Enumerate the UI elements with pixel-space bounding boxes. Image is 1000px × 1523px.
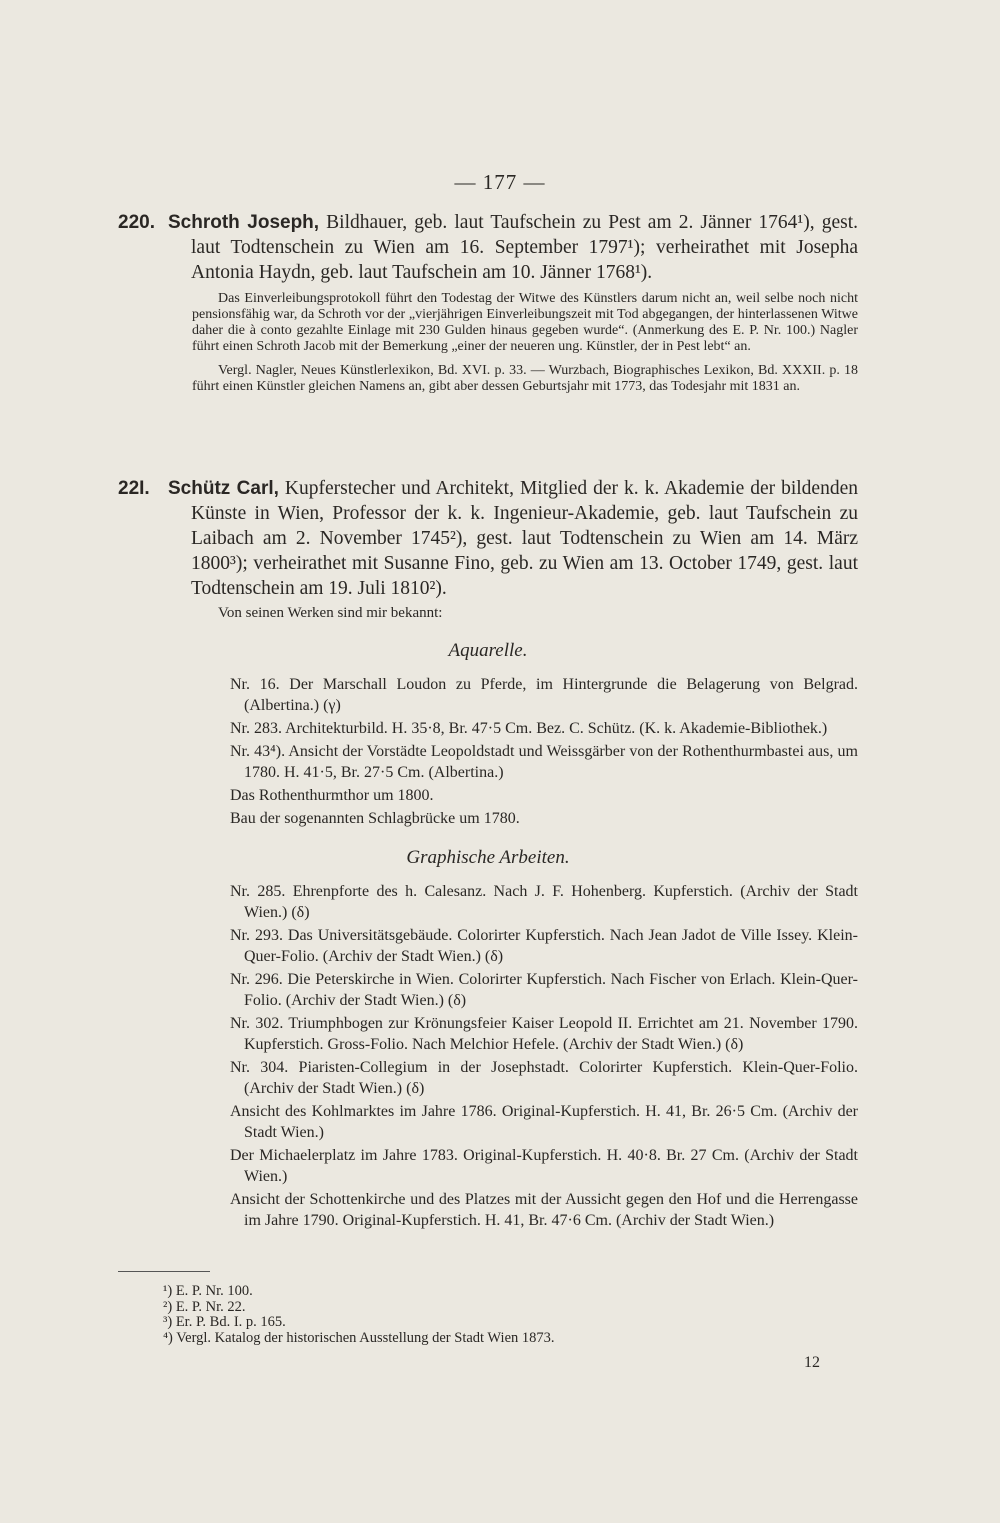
footnote-text: E. P. Nr. 22. [175, 1298, 246, 1315]
entry-220-text: Bildhauer, geb. laut Taufschein zu Pest am 2. Jänner 1764¹), gest. laut Todtenschein zu Wien am 16. September 1797¹); verheirathet mit Josepha Antonia Haydn, geb. laut Taufschein am 10. Jänner 1768¹). [191, 212, 858, 283]
footnote-mark: ¹) [163, 1283, 173, 1299]
list-item: Nr. 43⁴). Ansicht der Vorstädte Leopoldstadt und Weissgärber von der Rothenthurmbastei aus, um 1780. H. 41·5, Br. 27·5 Cm. (Albertina.) [230, 743, 858, 781]
aquarelle-list [230, 674, 858, 829]
section-title-graphische: Graphische Arbeiten. [406, 847, 570, 868]
entry-220-name: Schroth Joseph, [168, 212, 320, 233]
list-item: Das Rothenthurmthor um 1800. [230, 787, 434, 804]
list-item: Nr. 296. Die Peterskirche in Wien. Colorirter Kupferstich. Nach Fischer von Erlach. Klein-Quer-Folio. (Archiv der Stadt Wien.) (δ) [230, 971, 858, 1009]
entry-221-number: 22I. [118, 478, 150, 499]
works-intro: Von seinen Werken sind mir bekannt: [218, 605, 443, 621]
footnote-mark: ⁴) [163, 1329, 173, 1346]
list-item: Bau der sogenannten Schlagbrücke um 1780. [230, 810, 520, 827]
entry-221-name: Schütz Carl, [168, 478, 279, 499]
list-item: Nr. 16. Der Marschall Loudon zu Pferde, im Hintergrunde die Belagerung von Belgrad. (Albertina.) (γ) [230, 676, 858, 714]
list-item: Der Michaelerplatz im Jahre 1783. Original-Kupferstich. H. 40·8. Br. 27 Cm. (Archiv der Stadt Wien.) [230, 1147, 858, 1185]
footnote-1 [163, 1284, 555, 1300]
footnote-2 [163, 1300, 555, 1316]
entry-220-notes [192, 291, 858, 395]
entry-220-number: 220. [118, 212, 155, 233]
entry-220-main [118, 210, 858, 285]
footnote-divider [118, 1271, 210, 1272]
list-item: Nr. 285. Ehrenpforte des h. Calesanz. Nach J. F. Hohenberg. Kupferstich. (Archiv der Stadt Wien.) (δ) [230, 883, 858, 921]
footnote-mark: ²) [163, 1298, 173, 1315]
list-item: Nr. 302. Triumphbogen zur Krönungsfeier Kaiser Leopold II. Errichtet am 21. November 1790. Kupferstich. Gross-Folio. Nach Melchior Hefele. (Archiv der Stadt Wien.) (δ) [230, 1015, 858, 1053]
section-title-aquarelle: Aquarelle. [448, 640, 528, 661]
footnotes [163, 1284, 555, 1346]
entry-221-main [118, 476, 858, 601]
sheet-signature: 12 [804, 1354, 820, 1371]
entry-221-text: Kupferstecher und Architekt, Mitglied der k. k. Akademie der bildenden Künste in Wien, Professor der k. k. Ingenieur-Akademie, geb. laut Taufschein zu Laibach am 2. November 1745²), gest. laut Todtenschein zu Wien am 14. März 1800³); verheirathet mit Susanne Fino, geb. zu Wien am 13. October 1749, gest. laut Todtenschein am 19. Juli 1810²). [191, 478, 858, 599]
page-number: — 177 — [454, 170, 546, 194]
entry-220 [118, 210, 858, 395]
entry-221 [118, 476, 858, 1233]
list-item: Nr. 283. Architekturbild. H. 35·8, Br. 47·5 Cm. Bez. C. Schütz. (K. k. Akademie-Bibliothek.) [230, 720, 828, 737]
footnote-text: E. P. Nr. 100. [175, 1283, 253, 1299]
list-item: Ansicht des Kohlmarktes im Jahre 1786. Original-Kupferstich. H. 41, Br. 26·5 Cm. (Archiv der Stadt Wien.) [230, 1103, 858, 1141]
footnote-4 [163, 1331, 555, 1347]
list-item: Nr. 304. Piaristen-Collegium in der Josephstadt. Colorirter Kupferstich. Klein-Quer-Folio. (Archiv der Stadt Wien.) (δ) [230, 1059, 858, 1097]
graphische-list [230, 881, 858, 1231]
list-item: Nr. 293. Das Universitätsgebäude. Colorirter Kupferstich. Nach Jean Jadot de Ville Issey. Klein-Quer-Folio. (Archiv der Stadt Wien.) (δ) [230, 927, 858, 965]
entry-220-note-1: Das Einverleibungsprotokoll führt den Todestag der Witwe des Künstlers darum nicht an, weil selbe noch nicht pensionsfähig war, da Schroth vor der „vierjährigen Einverleibungszeit mit Tod abgegangen, der hinterlassenen Witwe daher die à conto gezahlte Einlage mit 230 Gulden hinaus gegeben wurde“. (Anmerkung des E. P. Nr. 100.) Nagler führt einen Schroth Jacob mit der Bemerkung „einer der neueren ung. Künstler, der in Pest lebt“ an. [192, 291, 858, 354]
footnote-text: Er. P. Bd. I. p. 165. [175, 1314, 286, 1330]
footnote-mark: ³) [163, 1314, 173, 1330]
footnote-3 [163, 1315, 555, 1331]
footnote-text: Vergl. Katalog der historischen Ausstellung der Stadt Wien 1873. [176, 1329, 555, 1346]
entry-220-note-2: Vergl. Nagler, Neues Künstlerlexikon, Bd. XVI. p. 33. — Wurzbach, Biographisches Lexikon, Bd. XXXII. p. 18 führt einen Künstler gleichen Namens an, gibt aber dessen Geburtsjahr mit 1773, das Todesjahr mit 1831 an. [192, 363, 858, 394]
list-item: Ansicht der Schottenkirche und des Platzes mit der Aussicht gegen den Hof und die Herrengasse im Jahre 1790. Original-Kupferstich. H. 41, Br. 47·6 Cm. (Archiv der Stadt Wien.) [230, 1191, 858, 1229]
